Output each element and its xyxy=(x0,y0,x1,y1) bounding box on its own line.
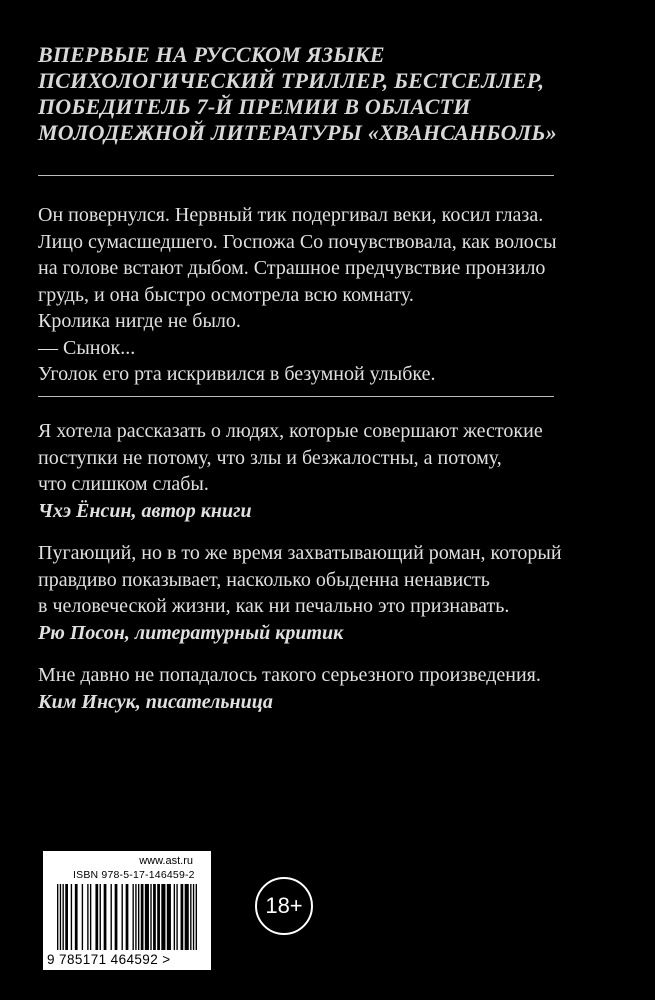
headline-line: МОЛОДЕЖНОЙ ЛИТЕРАТУРЫ «ХВАНСАНБОЛЬ» xyxy=(38,120,557,145)
excerpt-line: Он повернулся. Нервный тик подергивал веки, косил глаза. xyxy=(38,204,544,226)
quote-attribution: Ким Инсук, писательница xyxy=(38,690,273,713)
isbn-number: ISBN 978-5-17-146459-2 xyxy=(73,869,195,881)
excerpt-line: Кролика нигде не было. xyxy=(38,310,241,332)
quote-line: правдиво показывает, насколько обыденна ненависть xyxy=(38,568,490,591)
excerpt-line: Уголок его рта искривился в безумной улыбке. xyxy=(38,363,436,385)
divider xyxy=(38,396,554,397)
excerpt-line: грудь, и она быстро осмотрела всю комнату. xyxy=(38,283,414,306)
quote-line: Пугающий, но в то же время захватывающий роман, который xyxy=(38,542,562,564)
quote-author-statement xyxy=(38,418,618,524)
quote-line: что слишком слабы. xyxy=(38,473,209,495)
excerpt xyxy=(38,202,618,388)
quote-critic xyxy=(38,540,618,646)
quote-attribution: Чхэ Ёнсин, автор книги xyxy=(38,499,252,522)
excerpt-line: Лицо сумасшедшего. Госпожа Со почувствовала, как волосы xyxy=(38,230,557,253)
excerpt-line: — Сынок... xyxy=(38,336,136,359)
ean-digits: 9 785171 464592 > xyxy=(47,952,171,967)
quote-attribution: Рю Посон, литературный критик xyxy=(38,621,344,644)
divider xyxy=(38,175,554,176)
quote-writer xyxy=(38,662,618,715)
quote-line: Мне давно не попадалось такого серьезного произведения. xyxy=(38,664,541,686)
headline-line: ВПЕРВЫЕ НА РУССКОМ ЯЗЫКЕ xyxy=(38,42,385,67)
publisher-website: www.ast.ru xyxy=(139,855,193,867)
quote-line: Я хотела рассказать о людях, которые совершают жестокие xyxy=(38,420,543,442)
headline xyxy=(38,42,618,146)
age-rating-badge: 18+ xyxy=(255,877,313,935)
barcode-image xyxy=(55,884,203,954)
headline-line: ПОБЕДИТЕЛЬ 7-Й ПРЕМИИ В ОБЛАСТИ xyxy=(38,94,471,119)
excerpt-line: на голове встают дыбом. Страшное предчувствие пронзило xyxy=(38,257,546,279)
quote-line: поступки не потому, что злы и безжалостны, а потому, xyxy=(38,446,502,469)
barcode-panel xyxy=(43,851,211,970)
headline-line: ПСИХОЛОГИЧЕСКИЙ ТРИЛЛЕР, БЕСТСЕЛЛЕР, xyxy=(38,68,545,93)
quote-line: в человеческой жизни, как ни печально это признавать. xyxy=(38,595,510,617)
